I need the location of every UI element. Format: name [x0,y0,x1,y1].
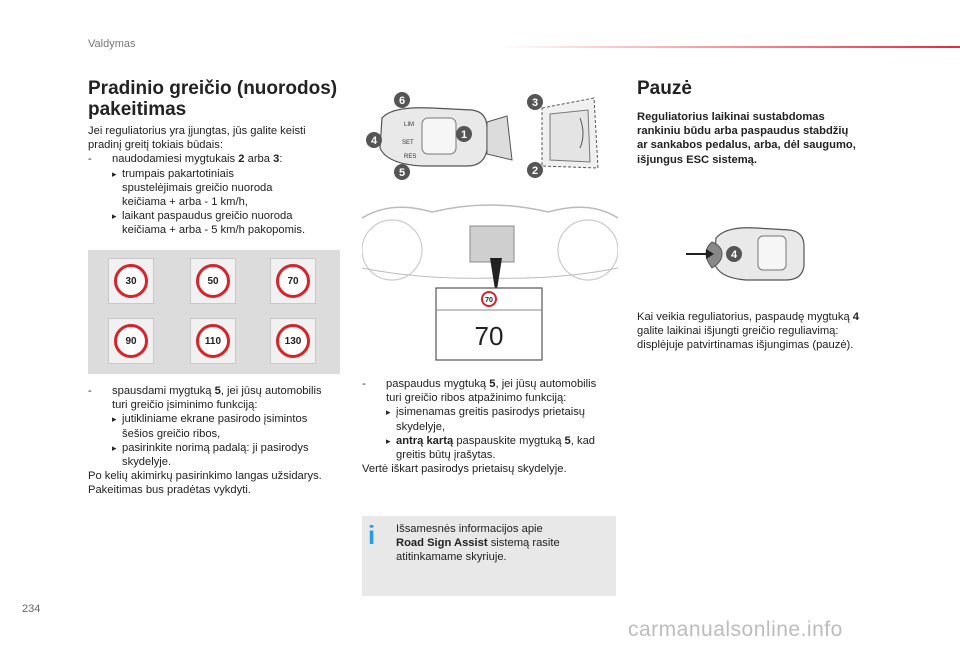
bullet-long-press-line2: keičiama + arba - 5 km/h pakopomis. [122,224,306,237]
list-item-buttons-2-3: - naudodamiesi mygtukais 2 arba 3: [88,153,283,166]
middle-rsa-section [362,377,618,476]
svg-text:4: 4 [370,135,378,147]
cruise-control-stalk-illustration [362,88,618,184]
svg-text:4: 4 [730,249,738,261]
speed-sign: 50 [190,258,236,304]
bullet-short-press-line2: spustelėjimais greičio nuoroda [122,181,273,194]
bullet-second-press-line2: greitis būtų įrašytas. [396,449,496,462]
bullet-short-press: ▸ trumpais pakartotiniais [112,167,234,180]
bullet-short-press-line3: keičiama + arba - 1 km/h, [122,196,248,209]
left-memory-section [88,384,350,498]
pause-bold-text: Reguliatorius laikinai sustabdomas rankiniu būdu arba paspaudus stabdžių ar sankabos pedalus, arba, dėl saugumo, išjungus ESC sistemą. [637,111,856,166]
left-intro-line2: pradinį greitį tokiais būdais: [88,139,223,152]
bullet-touchscreen-line2: šešios greičio ribos, [122,427,221,440]
arrow-bullet-icon: ▸ [112,168,117,179]
bullet-select: ▸ pasirinkite norimą padalą: ji pasirodys [112,441,309,454]
svg-text:3: 3 [531,97,539,109]
watermark: carmanualsonline.info [628,618,843,641]
svg-text:1: 1 [460,129,468,141]
arrow-bullet-icon: ▸ [386,407,391,418]
left-intro [88,124,348,238]
list-item-line2: turi greičio įsiminimo funkciją: [112,399,258,412]
speed-sign: 130 [270,318,316,364]
after-text-1: Po kelių akimirkų pasirinkimo langas užsidarys. [88,470,322,483]
bullet-stored-speed: ▸ įsimenamas greitis pasirodys prietaisų [386,406,586,419]
display-big-speed-value: 70 [474,321,504,351]
pause-stalk-illustration [686,222,816,284]
header-accent-line [500,46,960,48]
pause-description: Kai veikia reguliatorius, paspaudę mygtuką 4 galite laikinai išjungti greičio reguliavimą: displėjuje patvirtinamas išjungimas (pauzė). [637,311,860,352]
bullet-stored-speed-line2: skydelyje, [396,420,446,433]
speed-sign: 90 [108,318,154,364]
display-small-sign-value: 70 [485,297,493,304]
list-item-button-5-memory: - spausdami mygtuką 5, jei jūsų automobilis [88,385,322,397]
stalk-res-label: RES [404,154,417,160]
speed-sign: 110 [190,318,236,364]
section-label: Valdymas [88,38,136,50]
list-item-button-5-rsa: - paspaudus mygtuką 5, jei jūsų automobilis [362,378,597,390]
speed-sign: 30 [108,258,154,304]
stalk-set-label: SET [402,140,414,146]
list-item-line2: turi greičio ribos atpažinimo funkciją: [386,392,567,405]
section-title-pause: Pauzė [637,78,692,99]
info-icon: i [368,520,376,550]
instrument-panel-illustration [362,200,618,368]
arrow-bullet-icon: ▸ [386,435,391,446]
svg-text:2: 2 [531,165,539,177]
speed-limit-selection-image [88,250,340,374]
arrow-bullet-icon: ▸ [112,442,117,453]
svg-text:6: 6 [398,95,406,107]
svg-text:5: 5 [398,167,406,179]
info-line2: Road Sign Assist sistemą rasite [396,537,560,550]
after-text-2: Pakeitimas bus pradėtas vykdyti. [88,484,251,497]
bullet-long-press: ▸ laikant paspaudus greičio nuoroda [112,210,293,223]
info-box-text [396,522,606,565]
info-line3: atitinkamame skyriuje. [396,551,507,564]
arrow-bullet-icon: ▸ [112,211,117,222]
info-line1: Išsamesnės informacijos apie [396,523,543,535]
bullet-second-press: ▸ antrą kartą paspauskite mygtuką 5, kad [386,434,596,447]
page-number: 234 [22,603,41,615]
speed-sign: 70 [270,258,316,304]
section-title-change-speed: Pradinio greičio (nuorodos) pakeitimas [88,78,338,120]
bullet-select-line2: skydelyje. [122,456,172,469]
stalk-lim-label: LIM [404,122,415,128]
left-intro-line1: Jei reguliatorius yra įjungtas, jūs galite keisti [88,125,306,137]
bullet-touchscreen: ▸ jutikliniame ekrane pasirodo įsimintos [112,413,308,426]
arrow-bullet-icon: ▸ [112,414,117,425]
middle-after-text: Vertė iškart pasirodys prietaisų skydelyje. [362,463,567,476]
